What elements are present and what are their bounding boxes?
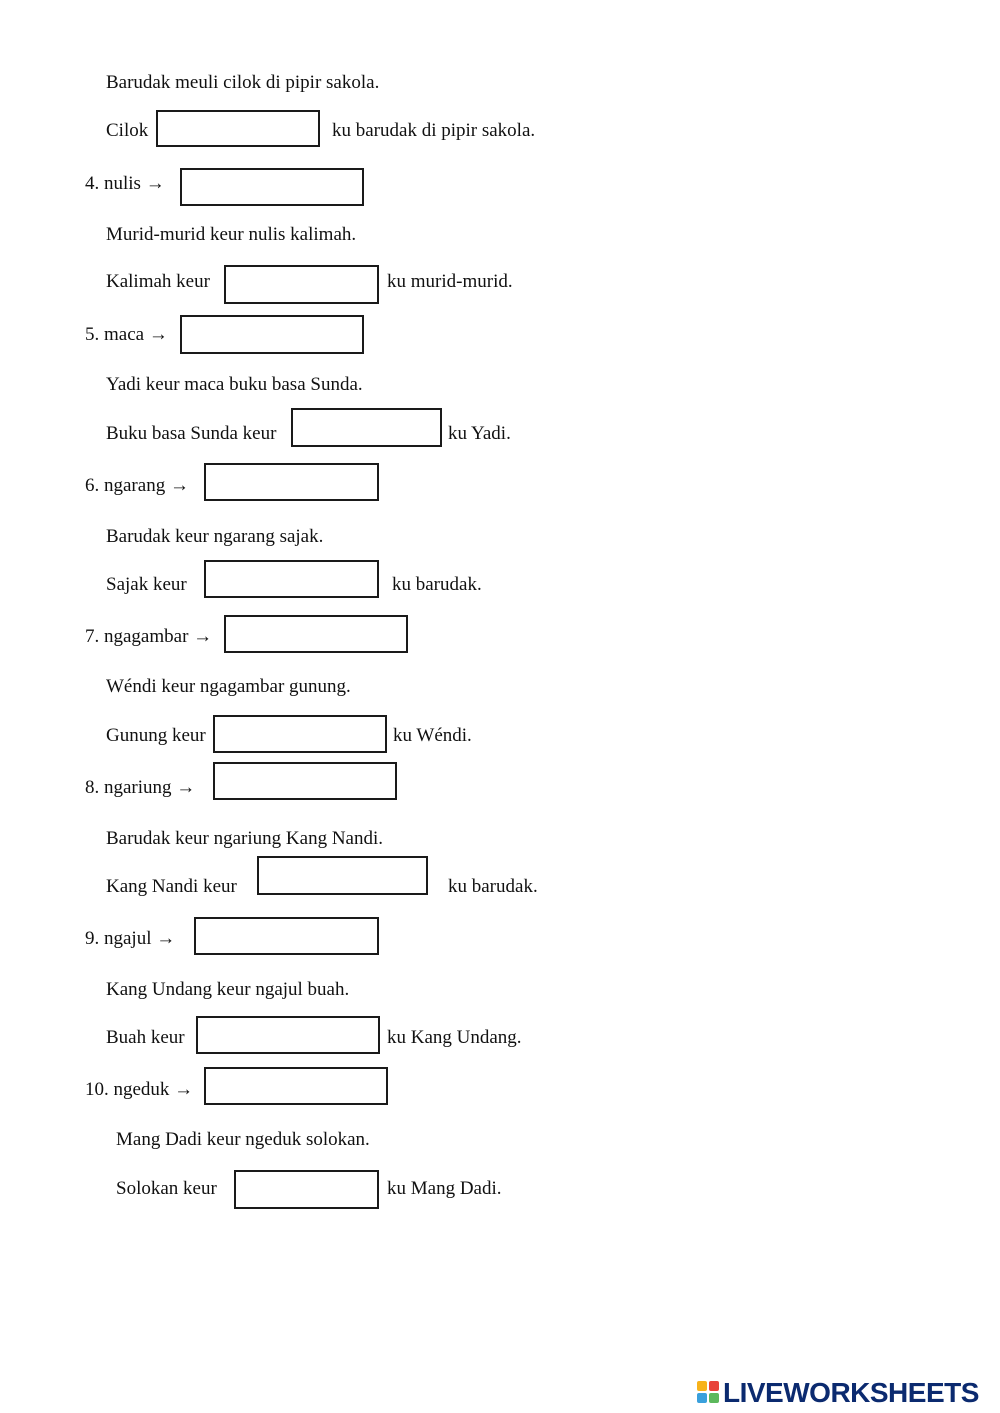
item-4-passive-after: ku murid-murid. bbox=[387, 271, 513, 292]
item-4-sentence: Murid-murid keur nulis kalimah. bbox=[106, 224, 357, 245]
item-7-passive-after: ku Wéndi. bbox=[393, 725, 472, 746]
item-5-passive-answer-input[interactable] bbox=[291, 408, 442, 447]
item-7-passive-before: Gunung keur bbox=[106, 725, 206, 746]
item-7-passive-answer-input[interactable] bbox=[213, 715, 387, 753]
item-6-verb-answer-input[interactable] bbox=[204, 463, 379, 501]
item-9-passive-before: Buah keur bbox=[106, 1027, 185, 1048]
item-3-passive-answer-input[interactable] bbox=[156, 110, 320, 147]
item-3-passive-after: ku barudak di pipir sakola. bbox=[332, 120, 536, 141]
item-8-verb-answer-input[interactable] bbox=[213, 762, 397, 800]
item-10-passive-after: ku Mang Dadi. bbox=[387, 1178, 502, 1199]
item-8-prompt: 8. ngariung → bbox=[85, 777, 196, 798]
liveworksheets-logo-text: LIVEWORKSHEETS bbox=[723, 1377, 979, 1408]
item-8-passive-after: ku barudak. bbox=[448, 876, 538, 897]
item-6-prompt: 6. ngarang → bbox=[85, 475, 189, 496]
item-7-sentence: Wéndi keur ngagambar gunung. bbox=[106, 676, 351, 697]
item-5-prompt: 5. maca → bbox=[85, 324, 168, 345]
item-7-prompt: 7. ngagambar → bbox=[85, 626, 213, 647]
item-8-passive-answer-input[interactable] bbox=[257, 856, 428, 895]
item-4-passive-before: Kalimah keur bbox=[106, 271, 210, 292]
item-6-passive-after: ku barudak. bbox=[392, 574, 482, 595]
item-10-sentence: Mang Dadi keur ngeduk solokan. bbox=[116, 1129, 370, 1150]
item-4-verb-answer-input[interactable] bbox=[180, 168, 364, 206]
item-6-passive-answer-input[interactable] bbox=[204, 560, 379, 598]
item-5-verb-answer-input[interactable] bbox=[180, 315, 364, 354]
item-7-verb-answer-input[interactable] bbox=[224, 615, 408, 653]
item-8-passive-before: Kang Nandi keur bbox=[106, 876, 237, 897]
item-10-passive-before: Solokan keur bbox=[116, 1178, 217, 1199]
item-10-prompt: 10. ngeduk → bbox=[85, 1079, 194, 1100]
item-9-passive-answer-input[interactable] bbox=[196, 1016, 380, 1054]
liveworksheets-logo bbox=[697, 1376, 979, 1410]
item-9-verb-answer-input[interactable] bbox=[194, 917, 379, 955]
item-3-passive-before: Cilok bbox=[106, 120, 149, 141]
item-9-sentence: Kang Undang keur ngajul buah. bbox=[106, 979, 350, 1000]
item-5-passive-after: ku Yadi. bbox=[448, 423, 511, 444]
item-5-passive-before: Buku basa Sunda keur bbox=[106, 423, 277, 444]
liveworksheets-logo-icon bbox=[697, 1379, 721, 1407]
item-4-passive-answer-input[interactable] bbox=[224, 265, 379, 304]
item-9-prompt: 9. ngajul → bbox=[85, 928, 176, 949]
item-8-sentence: Barudak keur ngariung Kang Nandi. bbox=[106, 828, 384, 849]
item-5-sentence: Yadi keur maca buku basa Sunda. bbox=[106, 374, 363, 395]
item-6-sentence: Barudak keur ngarang sajak. bbox=[106, 526, 324, 547]
item-10-verb-answer-input[interactable] bbox=[204, 1067, 388, 1105]
item-9-passive-after: ku Kang Undang. bbox=[387, 1027, 522, 1048]
item-10-passive-answer-input[interactable] bbox=[234, 1170, 379, 1209]
item-6-passive-before: Sajak keur bbox=[106, 574, 187, 595]
item-4-prompt: 4. nulis → bbox=[85, 173, 165, 194]
item-3-sentence: Barudak meuli cilok di pipir sakola. bbox=[106, 72, 380, 93]
